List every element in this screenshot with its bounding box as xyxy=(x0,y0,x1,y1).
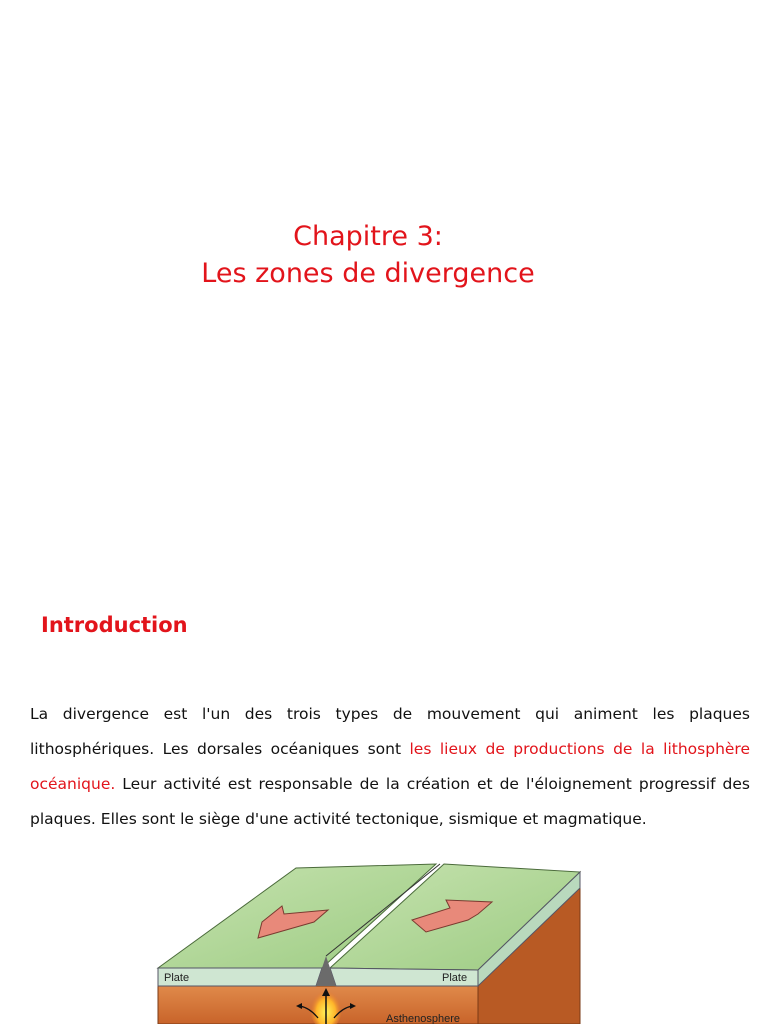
intro-paragraph-part2: Leur activité est responsable de la création et de l'éloignement progressif des plaques. Elles sont le siège d'une activité tectonique, sismique et magmatique. xyxy=(30,775,750,828)
section-heading-introduction: Introduction xyxy=(41,613,188,637)
intro-paragraph xyxy=(30,697,750,837)
chapter-title xyxy=(0,218,736,292)
divergence-diagram xyxy=(150,860,590,1024)
intro-paragraph-part1: La divergence est l'un des trois types de mouvement qui animent les plaques lithosphériques. Les dorsales océaniques sont xyxy=(30,705,750,758)
chapter-title-line2: Les zones de divergence xyxy=(201,258,535,289)
divergence-diagram-svg xyxy=(150,860,590,1024)
label-asthenosphere: Asthenosphere xyxy=(386,1013,460,1024)
chapter-title-line1: Chapitre 3: xyxy=(293,221,443,252)
label-plate-left: Plate xyxy=(164,972,190,984)
label-plate-right: Plate xyxy=(442,972,468,984)
intro-paragraph-highlight: les lieux de productions de la lithosphère océanique. xyxy=(30,740,750,793)
